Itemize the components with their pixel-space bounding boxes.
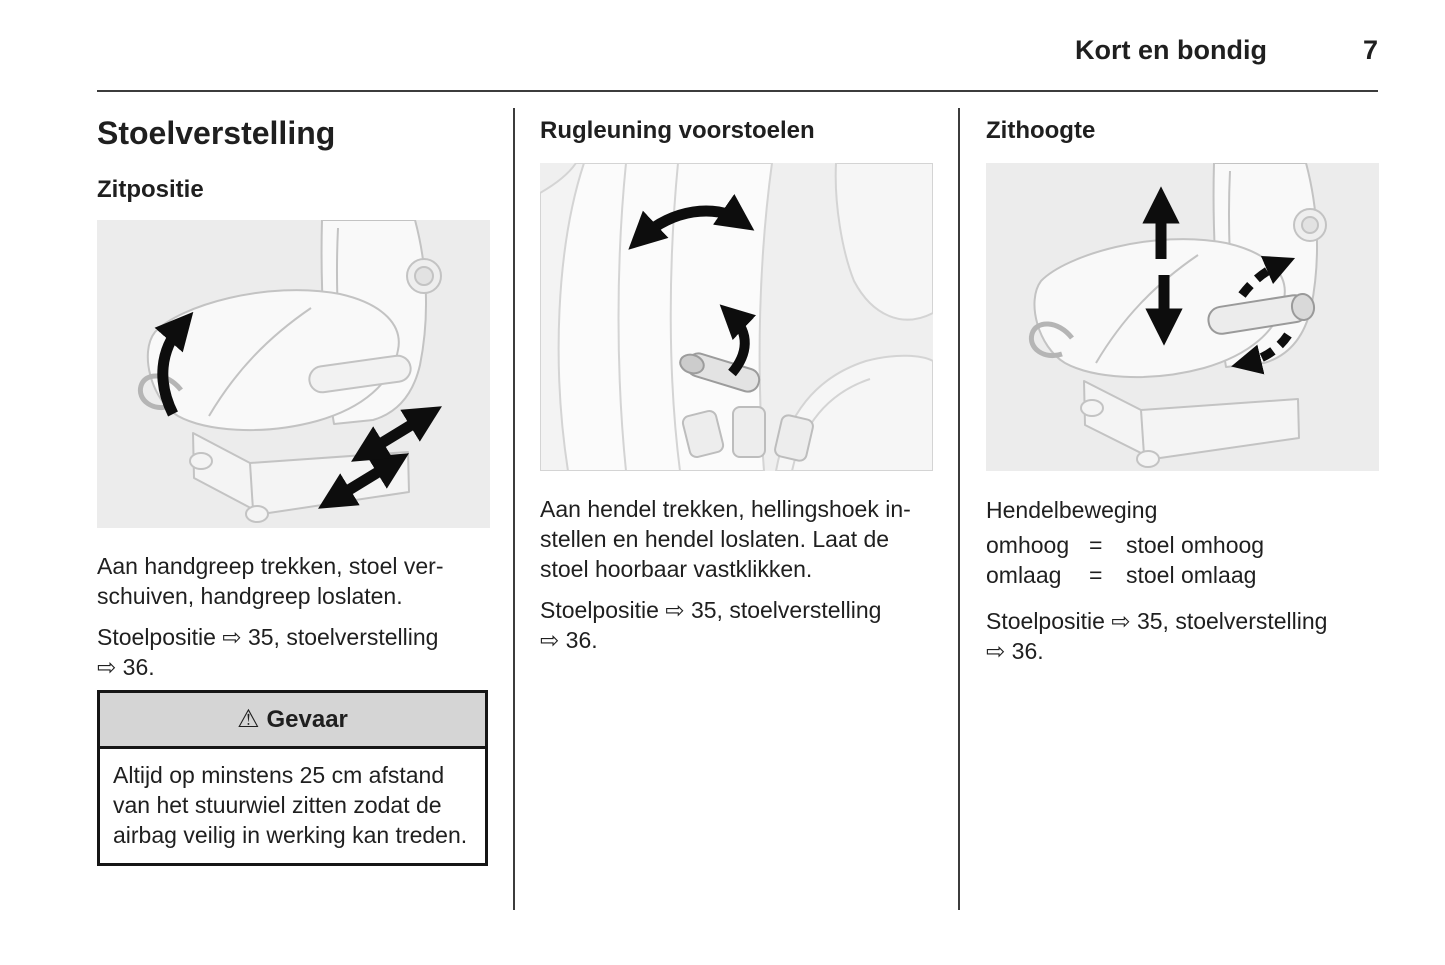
- subsection-heading: Rugleuning voorstoelen: [540, 117, 815, 144]
- text-line: stoel hoorbaar vastklikken.: [540, 556, 813, 582]
- lever-movement-table: [986, 530, 1379, 590]
- text-line: Aan hendel trekken, hellingshoek in-: [540, 496, 911, 522]
- text-line: stellen en hendel loslaten. Laat de: [540, 526, 890, 552]
- column-divider-left: [513, 108, 515, 910]
- backrest-recline-illustration: [540, 163, 933, 471]
- instruction-text: [540, 494, 933, 584]
- danger-title: Gevaar: [266, 706, 348, 733]
- subsection-heading: Zithoogte: [986, 117, 1096, 144]
- column-zithoogte: [986, 110, 1379, 666]
- seat-height-illustration-svg: [986, 163, 1379, 471]
- instruction-text: [97, 551, 490, 611]
- column-stoelverstelling: [97, 110, 490, 866]
- header-rule: [97, 90, 1378, 92]
- table-row: [986, 530, 1379, 560]
- seat-slide-illustration-svg: [97, 220, 490, 528]
- section-heading: Stoelverstelling: [97, 115, 336, 151]
- text-line: schuiven, handgreep loslaten.: [97, 583, 403, 609]
- equals-sign: =: [1089, 532, 1103, 558]
- page-reference-text: [97, 622, 490, 682]
- text-line: Stoelpositie ⇨ 35, stoelverstelling: [986, 608, 1328, 634]
- danger-box-header: [100, 693, 485, 749]
- text-line: van het stuurwiel zitten zodat de: [113, 792, 442, 818]
- text-line: ⇨ 36.: [540, 627, 598, 653]
- section-title: Kort en bondig: [1075, 35, 1267, 65]
- text-line: airbag veilig in werking kan treden.: [113, 822, 468, 848]
- text-line: Altijd op minstens 25 cm afstand: [113, 762, 445, 788]
- danger-box-body: [100, 749, 485, 863]
- backrest-recline-illustration-svg: [540, 163, 933, 471]
- page-header: [97, 34, 1378, 66]
- warning-triangle-icon: ⚠: [237, 705, 260, 733]
- lever-action: omhoog: [986, 532, 1070, 558]
- page-reference-text: [986, 606, 1379, 666]
- danger-box: [97, 690, 488, 866]
- page-reference-text: [540, 595, 933, 655]
- lever-action: omlaag: [986, 562, 1062, 588]
- page-number: 7: [1362, 35, 1378, 65]
- subsection-heading: Zitpositie: [97, 176, 204, 203]
- lever-result: stoel omlaag: [1126, 562, 1257, 588]
- text-line: Stoelpositie ⇨ 35, stoelverstelling: [97, 624, 439, 650]
- equals-sign: =: [1089, 562, 1103, 588]
- seat-height-illustration: [986, 163, 1379, 471]
- text-line: Stoelpositie ⇨ 35, stoelverstelling: [540, 597, 882, 623]
- table-row: [986, 560, 1379, 590]
- text-line: Aan handgreep trekken, stoel ver-: [97, 553, 444, 579]
- text-line: ⇨ 36.: [97, 654, 155, 680]
- seat-slide-illustration: [97, 220, 490, 528]
- column-rugleuning: [540, 110, 933, 655]
- lever-movement-label: Hendelbeweging: [986, 497, 1158, 523]
- lever-result: stoel omhoog: [1126, 532, 1265, 558]
- text-line: ⇨ 36.: [986, 638, 1044, 664]
- column-divider-right: [958, 108, 960, 910]
